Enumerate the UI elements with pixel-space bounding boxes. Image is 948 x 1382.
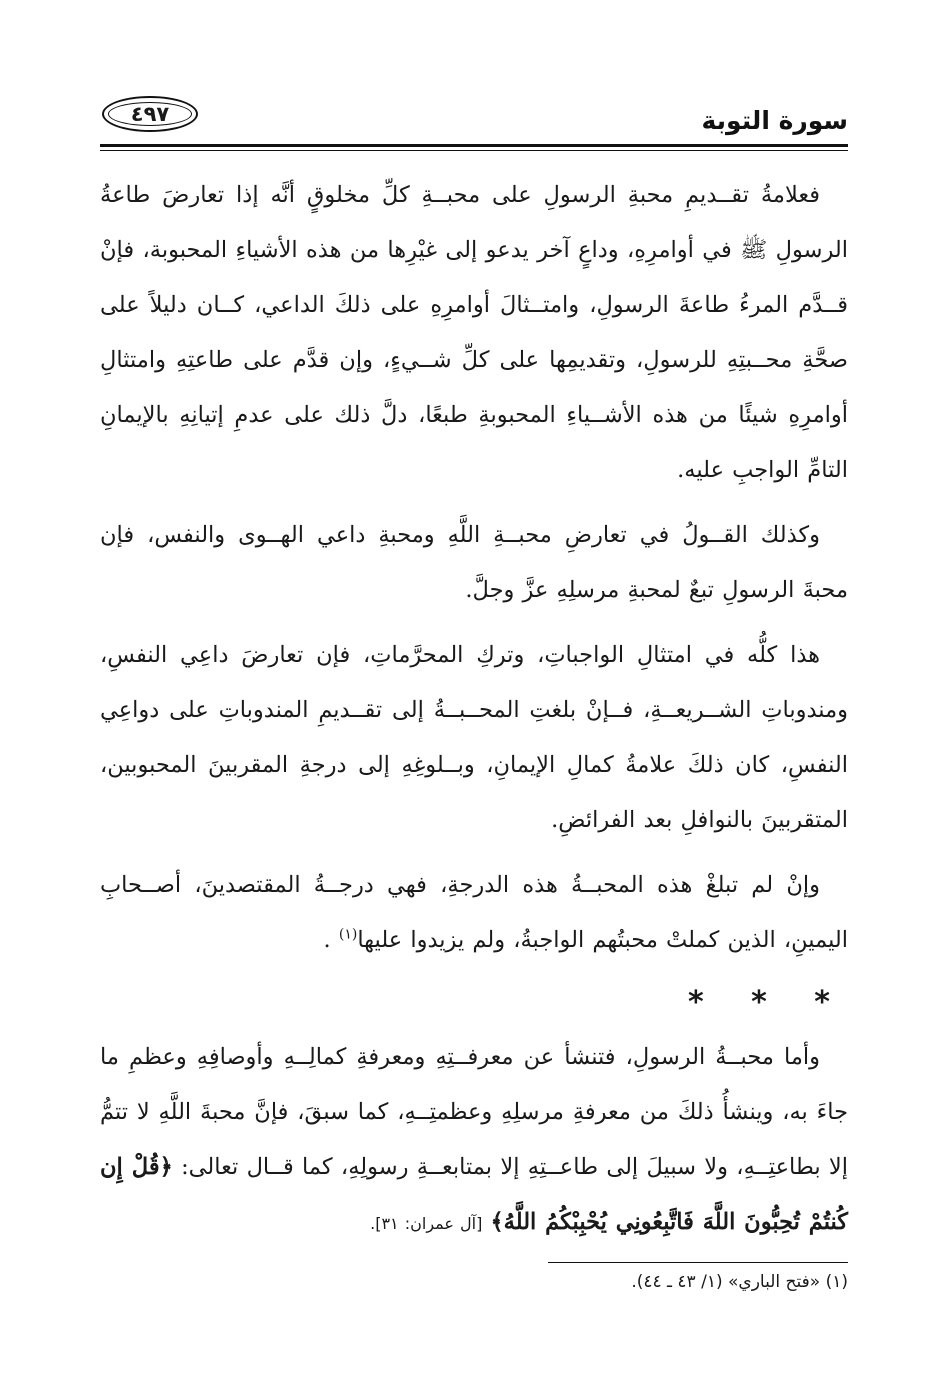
final-paragraph bbox=[100, 1030, 848, 1251]
section-separator: * * * bbox=[688, 985, 848, 1020]
paragraph: فعلامةُ تقــديمِ محبةِ الرسولِ على محبــةِ كلِّ مخلوقٍ أنَّه إذا تعارضَ طاعةُ الرسولِ ﷺ في أوامرِهِ، وداعٍ آخر يدعو إلى غيْرِها من هذه الأشياءِ المحبوبة، فإنْ قــدَّم المرءُ طاعةَ الرسولِ، وامتــثالَ أوامرِهِ على ذلكَ الداعي، كــان دليلاً على صحَّةِ محــبتِهِ للرسولِ، وتقديمِها على كلِّ شــيءٍ، وإن قدَّم على طاعتِهِ وامتثالِ أوامرِهِ شيئًا من هذه الأشــياءِ المحبوبةِ طبعًا، دلَّ ذلك على عدمِ إتيانِهِ بالإيمانِ التامِّ الواجبِ عليه. bbox=[100, 182, 848, 483]
header-rule-thin bbox=[100, 150, 848, 151]
quran-verse: ﴿قُلْ إِن كُنتُمْ تُحِبُّونَ اللَّهَ فَاتَّبِعُونِي يُحْبِبْكُمُ اللَّهُ﴾ bbox=[100, 1154, 848, 1235]
paragraph-text: وإنْ لم تبلغْ هذه المحبــةُ هذه الدرجةِ، فهي درجــةُ المقتصدينَ، أصــحابِ اليمينِ، الذين كملتْ محبتُهم الواجبةُ، ولم يزيدوا عليها bbox=[100, 872, 848, 953]
body-text bbox=[100, 168, 848, 1251]
page-number: ٤٩٧ bbox=[130, 102, 170, 126]
footnote-marker: (١) bbox=[338, 926, 358, 943]
header-rule-thick bbox=[100, 144, 848, 147]
paragraph: وكذلك القــولُ في تعارضِ محبــةِ اللَّهِ ومحبةِ داعي الهــوى والنفس، فإن محبةَ الرسولِ تبعٌ لمحبةِ مرسلِهِ عزَّ وجلَّ. bbox=[100, 522, 848, 603]
paragraph: هذا كلُّه في امتثالِ الواجباتِ، وتركِ المحرَّماتِ، فإن تعارضَ داعِي النفسِ، ومندوباتِ الشــريعــةِ، فــإنْ بلغتِ المحــبــةُ إلى تقــديمِ المندوباتِ على دواعِي النفسِ، كان ذلكَ علامةُ كمالِ الإيمانِ، وبــلوغِهِ إلى درجةِ المقربينَ المحبوبين، المتقربينَ بالنوافلِ بعد الفرائضِ. bbox=[100, 642, 848, 833]
page-number-badge bbox=[102, 96, 198, 132]
final-paragraph-text: وأما محبــةُ الرسولِ، فتنشأ عن معرفــتِهِ ومعرفةِ كمالِــهِ وأوصافِهِ وعظمِ ما جاءَ به، وينشأُ ذلكَ من معرفةِ مرسلِهِ وعظمتِــهِ، كما سبقَ، فإنَّ محبةَ اللَّهِ لا تتمُّ إلا بطاعتِــهِ، ولا سبيلَ إلى طاعــتِهِ إلا بمتابعــةِ رسولِهِ، كما قــال تعالى: bbox=[100, 1044, 849, 1180]
footnote-rule bbox=[548, 1262, 848, 1263]
quran-reference: [آل عمران: ٣١]. bbox=[370, 1214, 483, 1233]
page-header bbox=[100, 92, 848, 150]
surah-title: سورة التوبة bbox=[701, 106, 848, 135]
paragraph-with-footnote: وإنْ لم تبلغْ هذه المحبــةُ هذه الدرجةِ، فهي درجــةُ المقتصدينَ، أصــحابِ اليمينِ، الذين كملتْ محبتُهم الواجبةُ، ولم يزيدوا عليها$^{(١)}$ . bbox=[100, 872, 848, 953]
footnote: (١) «فتح الباري» (١/ ٤٣ ـ ٤٤). bbox=[631, 1272, 848, 1292]
